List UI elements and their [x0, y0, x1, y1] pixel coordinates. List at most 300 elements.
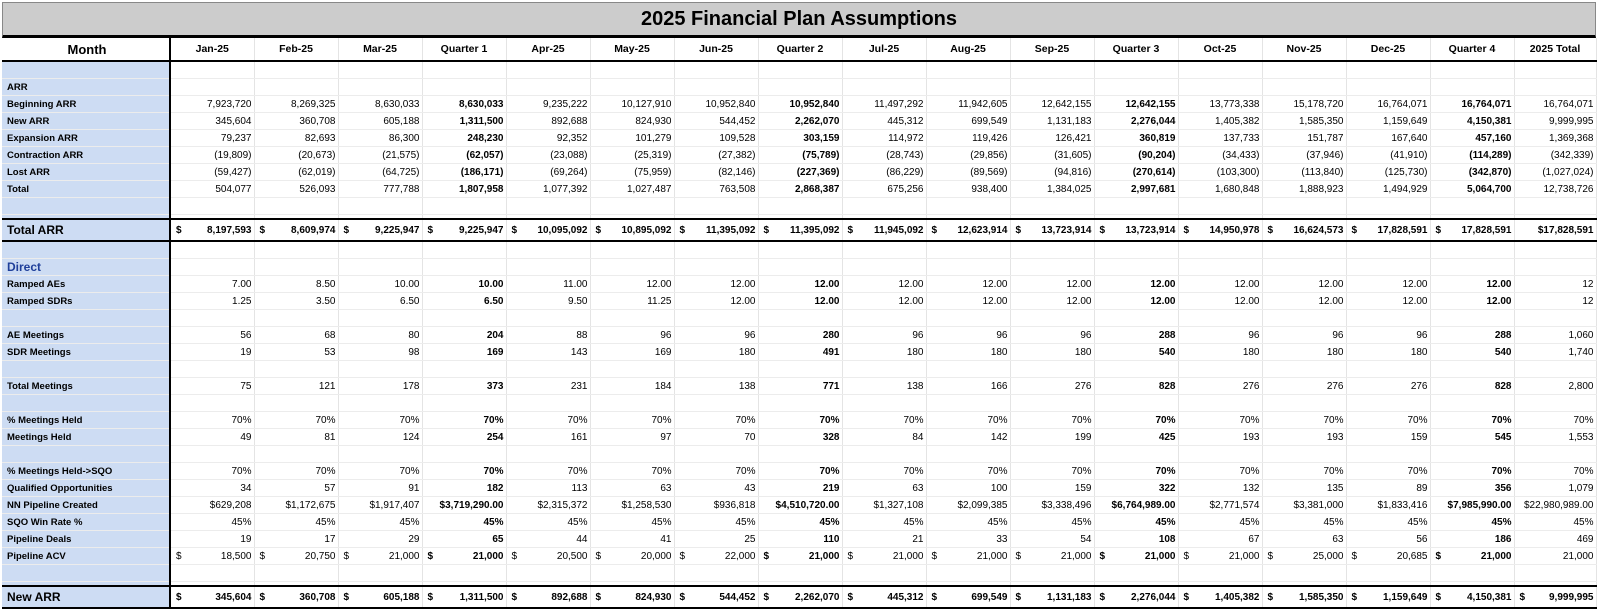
cell[interactable]: [506, 361, 590, 378]
data-cell[interactable]: 54: [1010, 531, 1094, 548]
data-cell[interactable]: [590, 548, 674, 565]
data-cell[interactable]: 2,276,044: [1094, 113, 1178, 130]
data-cell[interactable]: 114,972: [842, 130, 926, 147]
cell[interactable]: [1430, 79, 1514, 96]
data-cell[interactable]: 70%: [506, 412, 590, 429]
data-cell[interactable]: (75,959): [590, 164, 674, 181]
data-cell[interactable]: 45%: [1178, 514, 1262, 531]
data-cell[interactable]: [1262, 548, 1346, 565]
data-cell[interactable]: [170, 219, 254, 241]
cell[interactable]: [1094, 79, 1178, 96]
column-header[interactable]: Jun-25: [674, 38, 758, 61]
data-cell[interactable]: 161: [506, 429, 590, 446]
data-cell[interactable]: $936,818: [674, 497, 758, 514]
data-cell[interactable]: [842, 548, 926, 565]
data-cell[interactable]: 16,764,071: [1430, 96, 1514, 113]
data-cell[interactable]: 8.50: [254, 276, 338, 293]
cell[interactable]: [506, 198, 590, 215]
column-header[interactable]: Quarter 3: [1094, 38, 1178, 61]
data-cell[interactable]: 12.00: [758, 276, 842, 293]
data-cell[interactable]: 169: [590, 344, 674, 361]
cell[interactable]: [1430, 565, 1514, 582]
cell[interactable]: [422, 241, 506, 259]
data-cell[interactable]: (69,264): [506, 164, 590, 181]
data-cell[interactable]: 45%: [1010, 514, 1094, 531]
data-cell[interactable]: 70%: [1094, 412, 1178, 429]
data-cell[interactable]: 70%: [506, 463, 590, 480]
data-cell[interactable]: [422, 219, 506, 241]
row-label[interactable]: Total ARR: [2, 219, 170, 241]
cell[interactable]: [758, 395, 842, 412]
data-cell[interactable]: [758, 548, 842, 565]
data-cell[interactable]: 75: [170, 378, 254, 395]
data-cell[interactable]: 97: [590, 429, 674, 446]
data-cell[interactable]: 526,093: [254, 181, 338, 198]
cell[interactable]: [1346, 198, 1430, 215]
data-cell[interactable]: 126,421: [1010, 130, 1094, 147]
cell[interactable]: [1178, 61, 1262, 79]
data-cell[interactable]: 119,426: [926, 130, 1010, 147]
data-cell[interactable]: 12.00: [1094, 276, 1178, 293]
data-cell[interactable]: 178: [338, 378, 422, 395]
cell[interactable]: [1262, 198, 1346, 215]
data-cell[interactable]: 1,027,487: [590, 181, 674, 198]
cell[interactable]: [842, 79, 926, 96]
data-cell[interactable]: 328: [758, 429, 842, 446]
data-cell[interactable]: 25: [674, 531, 758, 548]
data-cell[interactable]: 180: [1346, 344, 1430, 361]
column-header[interactable]: Feb-25: [254, 38, 338, 61]
data-cell[interactable]: 12.00: [1010, 276, 1094, 293]
cell[interactable]: [506, 565, 590, 582]
cell[interactable]: [1094, 198, 1178, 215]
cell[interactable]: [1010, 565, 1094, 582]
data-cell[interactable]: 180: [1262, 344, 1346, 361]
data-cell[interactable]: 151,787: [1262, 130, 1346, 147]
data-cell[interactable]: [1430, 586, 1514, 608]
data-cell[interactable]: 108: [1094, 531, 1178, 548]
cell[interactable]: [674, 79, 758, 96]
data-cell[interactable]: (94,816): [1010, 164, 1094, 181]
cell[interactable]: [1346, 241, 1430, 259]
data-cell[interactable]: 166: [926, 378, 1010, 395]
row-label[interactable]: Qualified Opportunities: [2, 480, 170, 497]
cell[interactable]: [170, 361, 254, 378]
data-cell[interactable]: 143: [506, 344, 590, 361]
cell[interactable]: [254, 446, 338, 463]
data-cell[interactable]: [1178, 586, 1262, 608]
cell[interactable]: [590, 259, 674, 276]
data-cell[interactable]: $2,099,385: [926, 497, 1010, 514]
cell[interactable]: [926, 395, 1010, 412]
column-header[interactable]: Mar-25: [338, 38, 422, 61]
cell[interactable]: [254, 395, 338, 412]
data-cell[interactable]: 113: [506, 480, 590, 497]
data-cell[interactable]: 96: [1010, 327, 1094, 344]
cell[interactable]: [1010, 198, 1094, 215]
data-cell[interactable]: 180: [926, 344, 1010, 361]
data-cell[interactable]: 231: [506, 378, 590, 395]
data-cell[interactable]: 132: [1178, 480, 1262, 497]
data-cell[interactable]: 56: [1346, 531, 1430, 548]
data-cell[interactable]: 1,740: [1514, 344, 1596, 361]
cell[interactable]: [422, 361, 506, 378]
data-cell[interactable]: 12.00: [926, 293, 1010, 310]
cell[interactable]: [1430, 361, 1514, 378]
data-cell[interactable]: 180: [1010, 344, 1094, 361]
data-cell[interactable]: 45%: [1094, 514, 1178, 531]
data-cell[interactable]: (23,088): [506, 147, 590, 164]
data-cell[interactable]: 45%: [1262, 514, 1346, 531]
data-cell[interactable]: 70%: [338, 412, 422, 429]
cell[interactable]: [590, 395, 674, 412]
data-cell[interactable]: $3,338,496: [1010, 497, 1094, 514]
data-cell[interactable]: 10,952,840: [674, 96, 758, 113]
data-cell[interactable]: 70%: [758, 463, 842, 480]
data-cell[interactable]: 70%: [1010, 463, 1094, 480]
data-cell[interactable]: 1,888,923: [1262, 181, 1346, 198]
data-cell[interactable]: 763,508: [674, 181, 758, 198]
data-cell[interactable]: (34,433): [1178, 147, 1262, 164]
cell[interactable]: [674, 310, 758, 327]
row-label[interactable]: % Meetings Held->SQO: [2, 463, 170, 480]
data-cell[interactable]: [338, 219, 422, 241]
data-cell[interactable]: (114,289): [1430, 147, 1514, 164]
cell[interactable]: [1094, 259, 1178, 276]
data-cell[interactable]: 345,604: [170, 113, 254, 130]
data-cell[interactable]: [926, 586, 1010, 608]
data-cell[interactable]: (227,369): [758, 164, 842, 181]
month-header[interactable]: Month: [2, 38, 170, 61]
data-cell[interactable]: 373: [422, 378, 506, 395]
cell[interactable]: [506, 241, 590, 259]
data-cell[interactable]: 159: [1010, 480, 1094, 497]
data-cell[interactable]: 182: [422, 480, 506, 497]
data-cell[interactable]: [506, 548, 590, 565]
data-cell[interactable]: 288: [1430, 327, 1514, 344]
data-cell[interactable]: [758, 219, 842, 241]
cell[interactable]: [1010, 241, 1094, 259]
row-label[interactable]: Lost ARR: [2, 164, 170, 181]
cell[interactable]: [1430, 198, 1514, 215]
column-header[interactable]: May-25: [590, 38, 674, 61]
data-cell[interactable]: 70%: [338, 463, 422, 480]
data-cell[interactable]: 63: [590, 480, 674, 497]
data-cell[interactable]: 45%: [254, 514, 338, 531]
data-cell[interactable]: [254, 586, 338, 608]
cell[interactable]: [1262, 241, 1346, 259]
data-cell[interactable]: 10,952,840: [758, 96, 842, 113]
cell[interactable]: [1346, 259, 1430, 276]
cell[interactable]: [1430, 310, 1514, 327]
row-label[interactable]: AE Meetings: [2, 327, 170, 344]
data-cell[interactable]: (113,840): [1262, 164, 1346, 181]
row-label[interactable]: SDR Meetings: [2, 344, 170, 361]
column-header[interactable]: Oct-25: [1178, 38, 1262, 61]
data-cell[interactable]: 91: [338, 480, 422, 497]
data-cell[interactable]: 544,452: [674, 113, 758, 130]
cell[interactable]: [1178, 198, 1262, 215]
column-header[interactable]: 2025 Total: [1514, 38, 1596, 61]
data-cell[interactable]: $1,327,108: [842, 497, 926, 514]
data-cell[interactable]: 8,630,033: [338, 96, 422, 113]
cell[interactable]: [506, 446, 590, 463]
cell[interactable]: [170, 259, 254, 276]
cell[interactable]: [338, 446, 422, 463]
data-cell[interactable]: 280: [758, 327, 842, 344]
data-cell[interactable]: 70%: [422, 412, 506, 429]
data-cell[interactable]: [1094, 586, 1178, 608]
data-cell[interactable]: 276: [1262, 378, 1346, 395]
cell[interactable]: [590, 565, 674, 582]
data-cell[interactable]: 605,188: [338, 113, 422, 130]
row-label[interactable]: Meetings Held: [2, 429, 170, 446]
data-cell[interactable]: 57: [254, 480, 338, 497]
data-cell[interactable]: 11,942,605: [926, 96, 1010, 113]
data-cell[interactable]: [1262, 219, 1346, 241]
cell[interactable]: [1346, 395, 1430, 412]
data-cell[interactable]: [758, 586, 842, 608]
data-cell[interactable]: 1,131,183: [1010, 113, 1094, 130]
cell[interactable]: [674, 565, 758, 582]
cell[interactable]: [758, 361, 842, 378]
data-cell[interactable]: 110: [758, 531, 842, 548]
data-cell[interactable]: 12.00: [1178, 293, 1262, 310]
data-cell[interactable]: 699,549: [926, 113, 1010, 130]
cell[interactable]: [422, 395, 506, 412]
data-cell[interactable]: 12.00: [758, 293, 842, 310]
data-cell[interactable]: 45%: [590, 514, 674, 531]
cell[interactable]: [170, 79, 254, 96]
data-cell[interactable]: [842, 586, 926, 608]
data-cell[interactable]: 12.00: [1094, 293, 1178, 310]
data-cell[interactable]: 63: [842, 480, 926, 497]
data-cell[interactable]: 121: [254, 378, 338, 395]
data-cell[interactable]: 70%: [1430, 463, 1514, 480]
column-header[interactable]: Aug-25: [926, 38, 1010, 61]
cell[interactable]: [170, 198, 254, 215]
data-cell[interactable]: 65: [422, 531, 506, 548]
data-cell[interactable]: 360,708: [254, 113, 338, 130]
data-cell[interactable]: 1,384,025: [1010, 181, 1094, 198]
data-cell[interactable]: 1,060: [1514, 327, 1596, 344]
cell[interactable]: [758, 310, 842, 327]
column-header[interactable]: Nov-25: [1262, 38, 1346, 61]
cell[interactable]: [1514, 446, 1596, 463]
cell[interactable]: [1178, 259, 1262, 276]
data-cell[interactable]: 70%: [1514, 412, 1596, 429]
cell[interactable]: [254, 565, 338, 582]
data-cell[interactable]: 11.25: [590, 293, 674, 310]
cell[interactable]: [506, 310, 590, 327]
data-cell[interactable]: [674, 219, 758, 241]
cell[interactable]: [590, 361, 674, 378]
data-cell[interactable]: 4,150,381: [1430, 113, 1514, 130]
cell[interactable]: [926, 259, 1010, 276]
data-cell[interactable]: [338, 548, 422, 565]
data-cell[interactable]: 70%: [926, 463, 1010, 480]
data-cell[interactable]: 186: [1430, 531, 1514, 548]
cell[interactable]: [506, 395, 590, 412]
data-cell[interactable]: $7,985,990.00: [1430, 497, 1514, 514]
section-label[interactable]: ARR: [2, 79, 170, 96]
cell[interactable]: [1346, 565, 1430, 582]
data-cell[interactable]: $3,381,000: [1262, 497, 1346, 514]
data-cell[interactable]: [422, 548, 506, 565]
data-cell[interactable]: 70%: [1010, 412, 1094, 429]
data-cell[interactable]: (1,027,024): [1514, 164, 1596, 181]
data-cell[interactable]: 9,999,995: [1514, 113, 1596, 130]
data-cell[interactable]: 6.50: [422, 293, 506, 310]
row-label[interactable]: Pipeline Deals: [2, 531, 170, 548]
data-cell[interactable]: [1346, 586, 1430, 608]
data-cell[interactable]: 29: [338, 531, 422, 548]
data-cell[interactable]: 68: [254, 327, 338, 344]
data-cell[interactable]: 457,160: [1430, 130, 1514, 147]
data-cell[interactable]: 180: [1178, 344, 1262, 361]
data-cell[interactable]: 45%: [1514, 514, 1596, 531]
data-cell[interactable]: 675,256: [842, 181, 926, 198]
cell[interactable]: [1346, 361, 1430, 378]
data-cell[interactable]: 70%: [254, 463, 338, 480]
data-cell[interactable]: 45%: [1430, 514, 1514, 531]
row-label[interactable]: Beginning ARR: [2, 96, 170, 113]
data-cell[interactable]: 1,807,958: [422, 181, 506, 198]
data-cell[interactable]: (41,910): [1346, 147, 1430, 164]
column-header[interactable]: Jul-25: [842, 38, 926, 61]
data-cell[interactable]: (59,427): [170, 164, 254, 181]
column-header[interactable]: Sep-25: [1010, 38, 1094, 61]
data-cell[interactable]: 70%: [170, 463, 254, 480]
cell[interactable]: [926, 446, 1010, 463]
cell[interactable]: [254, 241, 338, 259]
data-cell[interactable]: (31,605): [1010, 147, 1094, 164]
cell[interactable]: [674, 361, 758, 378]
data-cell[interactable]: 1,585,350: [1262, 113, 1346, 130]
data-cell[interactable]: 11.00: [506, 276, 590, 293]
data-cell[interactable]: 12.00: [842, 276, 926, 293]
row-label[interactable]: Ramped AEs: [2, 276, 170, 293]
data-cell[interactable]: 96: [1262, 327, 1346, 344]
cell[interactable]: [170, 446, 254, 463]
cell[interactable]: [170, 241, 254, 259]
data-cell[interactable]: 98: [338, 344, 422, 361]
data-cell[interactable]: [338, 586, 422, 608]
data-cell[interactable]: 1,553: [1514, 429, 1596, 446]
data-cell[interactable]: 70%: [590, 463, 674, 480]
data-cell[interactable]: 491: [758, 344, 842, 361]
row-label[interactable]: NN Pipeline Created: [2, 497, 170, 514]
data-cell[interactable]: 10,127,910: [590, 96, 674, 113]
data-cell[interactable]: 96: [674, 327, 758, 344]
cell[interactable]: [1262, 61, 1346, 79]
data-cell[interactable]: 2,868,387: [758, 181, 842, 198]
data-cell[interactable]: [590, 586, 674, 608]
data-cell[interactable]: 1.25: [170, 293, 254, 310]
cell[interactable]: [590, 198, 674, 215]
data-cell[interactable]: [170, 548, 254, 565]
cell[interactable]: [926, 61, 1010, 79]
data-cell[interactable]: 10.00: [422, 276, 506, 293]
data-cell[interactable]: [674, 586, 758, 608]
cell[interactable]: [1010, 79, 1094, 96]
cell[interactable]: [842, 61, 926, 79]
row-label[interactable]: Total Meetings: [2, 378, 170, 395]
data-cell[interactable]: 17: [254, 531, 338, 548]
data-cell[interactable]: 34: [170, 480, 254, 497]
cell[interactable]: [1178, 79, 1262, 96]
data-cell[interactable]: [506, 586, 590, 608]
data-cell[interactable]: [506, 219, 590, 241]
data-cell[interactable]: 19: [170, 531, 254, 548]
cell[interactable]: [590, 61, 674, 79]
data-cell[interactable]: 1,405,382: [1178, 113, 1262, 130]
data-cell[interactable]: 45%: [1346, 514, 1430, 531]
cell[interactable]: [254, 198, 338, 215]
cell[interactable]: [1010, 361, 1094, 378]
cell[interactable]: [338, 565, 422, 582]
data-cell[interactable]: 45%: [506, 514, 590, 531]
data-cell[interactable]: 70%: [842, 412, 926, 429]
data-cell[interactable]: 45%: [422, 514, 506, 531]
cell[interactable]: [1178, 361, 1262, 378]
data-cell[interactable]: (37,946): [1262, 147, 1346, 164]
cell[interactable]: [1178, 241, 1262, 259]
cell[interactable]: [1178, 395, 1262, 412]
cell[interactable]: [1010, 395, 1094, 412]
cell[interactable]: [1346, 79, 1430, 96]
data-cell[interactable]: 70%: [1346, 412, 1430, 429]
data-cell[interactable]: (82,146): [674, 164, 758, 181]
data-cell[interactable]: (90,204): [1094, 147, 1178, 164]
data-cell[interactable]: 504,077: [170, 181, 254, 198]
data-cell[interactable]: 70%: [758, 412, 842, 429]
data-cell[interactable]: 12.00: [1178, 276, 1262, 293]
data-cell[interactable]: 41: [590, 531, 674, 548]
cell[interactable]: [758, 565, 842, 582]
data-cell[interactable]: 16,764,071: [1346, 96, 1430, 113]
data-cell[interactable]: 96: [1346, 327, 1430, 344]
data-cell[interactable]: 445,312: [842, 113, 926, 130]
data-cell[interactable]: 199: [1010, 429, 1094, 446]
data-cell[interactable]: [1430, 219, 1514, 241]
cell[interactable]: [422, 310, 506, 327]
data-cell[interactable]: 288: [1094, 327, 1178, 344]
data-cell[interactable]: 100: [926, 480, 1010, 497]
data-cell[interactable]: $629,208: [170, 497, 254, 514]
cell[interactable]: [842, 259, 926, 276]
data-cell[interactable]: 135: [1262, 480, 1346, 497]
row-label[interactable]: Ramped SDRs: [2, 293, 170, 310]
cell[interactable]: [1262, 395, 1346, 412]
data-cell[interactable]: 124: [338, 429, 422, 446]
cell[interactable]: [254, 79, 338, 96]
cell[interactable]: [842, 361, 926, 378]
data-cell[interactable]: $17,828,591: [1514, 219, 1596, 241]
data-cell[interactable]: 70%: [590, 412, 674, 429]
cell[interactable]: [422, 259, 506, 276]
cell[interactable]: [842, 241, 926, 259]
data-cell[interactable]: 70%: [1514, 463, 1596, 480]
cell[interactable]: [926, 79, 1010, 96]
data-cell[interactable]: 219: [758, 480, 842, 497]
data-cell[interactable]: 12,738,726: [1514, 181, 1596, 198]
data-cell[interactable]: 70%: [170, 412, 254, 429]
cell[interactable]: [422, 61, 506, 79]
data-cell[interactable]: 142: [926, 429, 1010, 446]
cell[interactable]: [1430, 446, 1514, 463]
data-cell[interactable]: 360,819: [1094, 130, 1178, 147]
